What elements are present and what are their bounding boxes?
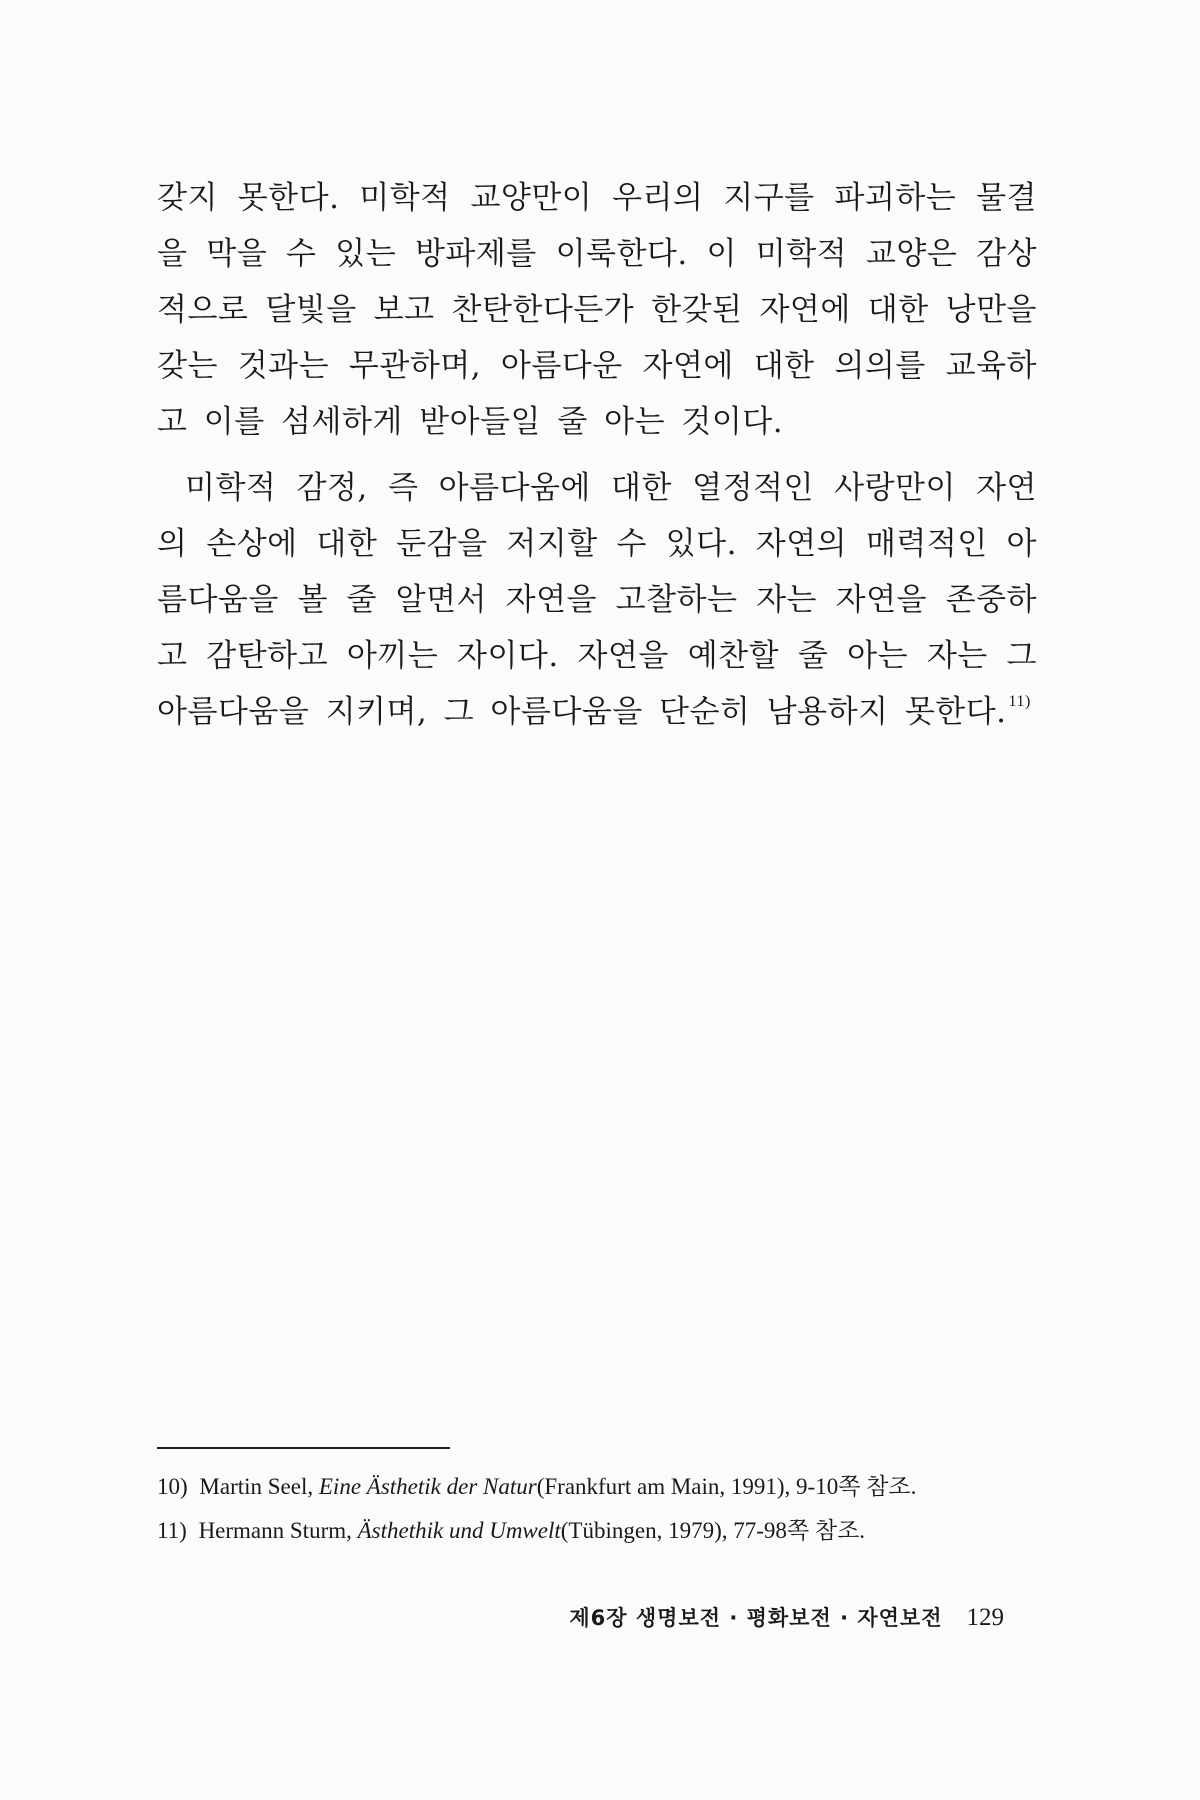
footnote-11 <box>157 1509 1057 1553</box>
page-footer <box>0 1602 1004 1632</box>
running-head: 제6장 생명보전 · 평화보전 · 자연보전 <box>569 1606 943 1630</box>
footnote-reference: 11) <box>1008 693 1031 710</box>
footnote-author: Hermann Sturm, <box>198 1518 352 1543</box>
footnote-10 <box>157 1465 1057 1509</box>
footnote-details: (Tübingen, 1979), 77-98쪽 참조. <box>560 1518 866 1543</box>
footnote-title: Eine Ästhetik der Natur <box>318 1474 537 1499</box>
footnote-title: Ästhethik und Umwelt <box>357 1518 561 1543</box>
paragraph-1: 갖지 못한다. 미학적 교양만이 우리의 지구를 파괴하는 물결을 막을 수 있는 방파제를 이룩한다. 이 미학적 교양은 감상적으로 달빛을 보고 찬탄한다든가 한갖된 자연에 대한 낭만을 갖는 것과는 무관하며, 아름다운 자연에 대한 의의를 교육하고 이를 섬세하게 받아들일 줄 아는 것이다. <box>157 180 1037 440</box>
footnote-author: Martin Seel, <box>199 1474 314 1499</box>
page-number: 129 <box>966 1604 1004 1631</box>
footnote-number: 10) <box>157 1474 188 1499</box>
main-text <box>157 170 1037 740</box>
footnotes <box>157 1465 1057 1553</box>
paragraph-2-block <box>157 460 1037 740</box>
footnote-number: 11) <box>157 1518 187 1543</box>
paragraph-2: 미학적 감정, 즉 아름다움에 대한 열정적인 사랑만이 자연의 손상에 대한 둔감을 저지할 수 있다. 자연의 매력적인 아름다움을 볼 줄 알면서 자연을 고찰하는 자는 자연을 존중하고 감탄하고 아끼는 자이다. 자연을 예찬할 줄 아는 자는 그 아름다움을 지키며, 그 아름다움을 단순히 남용하지 못한다. <box>157 470 1037 730</box>
footnote-divider <box>157 1447 450 1449</box>
footnote-details: (Frankfurt am Main, 1991), 9-10쪽 참조. <box>536 1474 917 1499</box>
